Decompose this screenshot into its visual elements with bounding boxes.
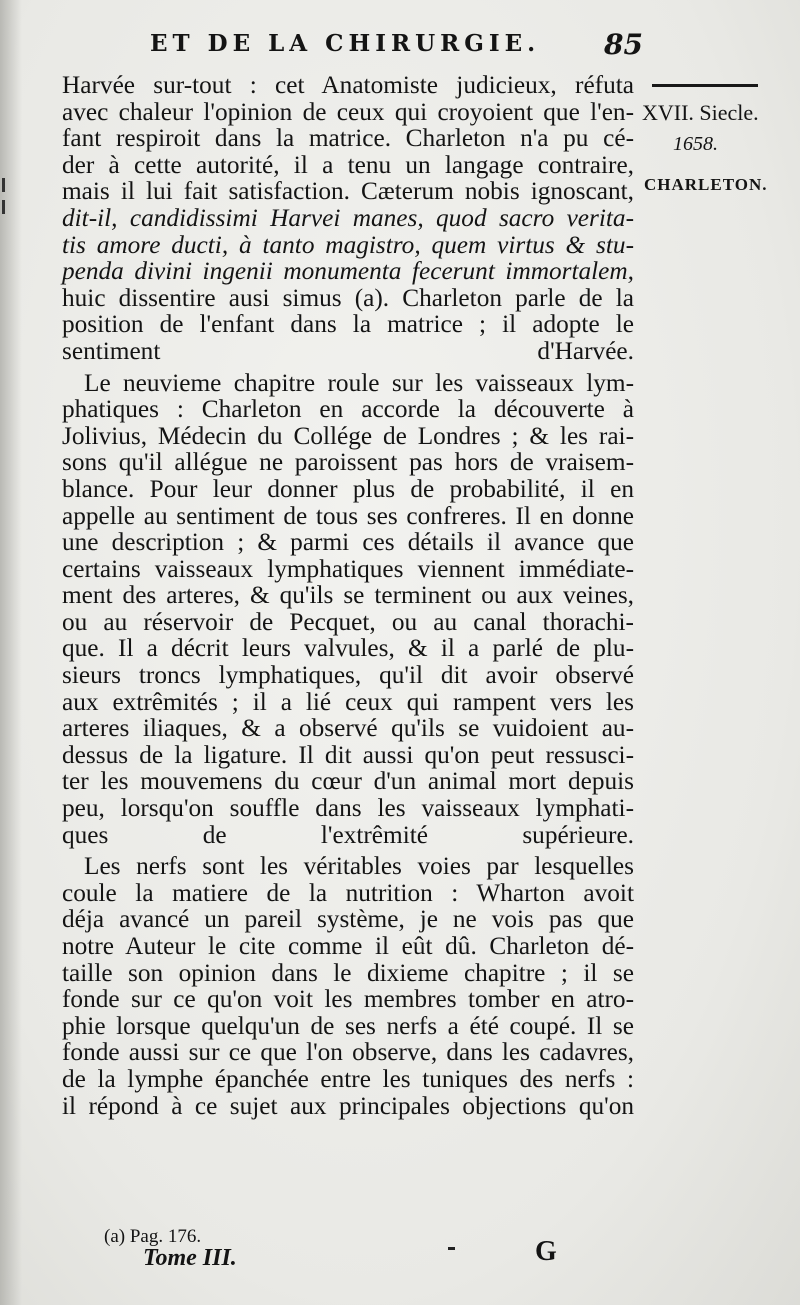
margin-note-author: CHARLETON. [644,175,768,194]
running-head: ET DE LA CHIRURGIE. [150,30,541,57]
text-line: der à cette autorité, il a tenu un langage contraire, [62,150,634,179]
text-line: ques de l'extrêmité supérieure. [62,820,634,849]
text-line: certains vaisseaux lymphatiques viennent immédiate- [62,554,634,583]
margin-mark [2,178,5,192]
text-line: Harvée sur-tout : cet Anatomiste judicieux, réfuta [62,71,634,99]
text-line: fonde sur ce qu'on voit les membres tomber en atro- [62,985,634,1014]
text-line: huic dissentire ausi simus (a). Charleton parle de la [62,283,634,312]
text-line: une description ; & parmi ces détails il avance que [62,528,634,557]
text-line: ment des arteres, & qu'ils se terminent ou aux veines, [62,581,634,610]
print-mark [448,1247,455,1250]
text-line: phie lorsque quelqu'un de ses nerfs a été coupé. Il se [62,1011,634,1040]
margin-note-century: XVII. Siecle. [642,100,759,125]
text-line: peu, lorsqu'on souffle dans les vaisseaux lymphati- [62,794,634,823]
margin-note-year: 1658. [673,133,718,155]
footnote: (a) Pag. 176. [104,1226,202,1247]
text-line: fonde aussi sur ce que l'on observe, dans les cadavres, [62,1038,634,1067]
page-number: 85 [604,28,643,61]
text-line: blance. Pour leur donner plus de probabilité, il en [62,474,634,503]
text-line-latin: tis amore ducti, à tanto magistro, quem virtus & stu- [62,230,634,259]
text-line: mais il lui fait satisfaction. Cæterum nobis ignoscant, [62,177,634,206]
text-line: sentiment d'Harvée. [62,336,634,365]
header-rule [652,84,758,87]
text-line: Le neuvieme chapitre roule sur les vaisseaux lym- [84,368,634,397]
text-line: que. Il a décrit leurs valvules, & il a parlé de plu- [62,634,634,663]
margin-mark [2,200,5,214]
text-line: sieurs troncs lymphatiques, qu'il dit avoir observé [62,661,634,690]
text-line-latin: penda divini ingenii monumenta fecerunt immortalem, [62,257,634,286]
body-text [62,72,634,1119]
text-line: déja avancé un pareil système, je ne vois pas que [62,905,634,934]
text-line-latin: dit-il, candidissimi Harvei manes, quod sacro verita- [62,203,634,232]
text-line: phatiques : Charleton en accorde la découverte à [62,395,634,424]
volume-label: Tome III. [143,1245,237,1271]
text-line: notre Auteur le cite comme il eût dû. Charleton dé- [62,932,634,960]
text-line: appelle au sentiment de tous ses confreres. Il en donne [62,501,634,530]
text-line: arteres iliaques, & a observé qu'ils se vuidoient au- [62,714,634,743]
text-line: coule la matiere de la nutrition : Wharton avoit [62,878,634,907]
text-line: avec chaleur l'opinion de ceux qui croyoient que l'en- [62,97,634,126]
text-line: ou au réservoir de Pecquet, ou au canal thorachi- [62,607,634,636]
text-line: de la lymphe épanchée entre les tuniques des nerfs : [62,1064,634,1093]
text-line: il répond à ce sujet aux principales objections qu'on [62,1091,634,1120]
text-line: Jolivius, Médecin du Collége de Londres ; & les rai- [62,421,634,450]
text-line: taille son opinion dans le dixieme chapitre ; il se [62,958,634,987]
text-line: sons qu'il allégue ne paroissent pas hors de vraisem- [62,448,634,477]
text-line: dessus de la ligature. Il dit aussi qu'on peut ressusci- [62,740,634,769]
text-line: position de l'enfant dans la matrice ; il adopte le [62,310,634,339]
text-line: ter les mouvemens du cœur d'un animal mort depuis [62,767,634,796]
text-line: Les nerfs sont les véritables voies par lesquelles [84,852,634,881]
text-line: aux extrêmités ; il a lié ceux qui rampent vers les [62,687,634,716]
page-gutter-shadow [0,0,22,1305]
text-line: fant respiroit dans la matrice. Charleton n'a pu cé- [62,124,634,153]
signature-mark: G [535,1236,557,1267]
